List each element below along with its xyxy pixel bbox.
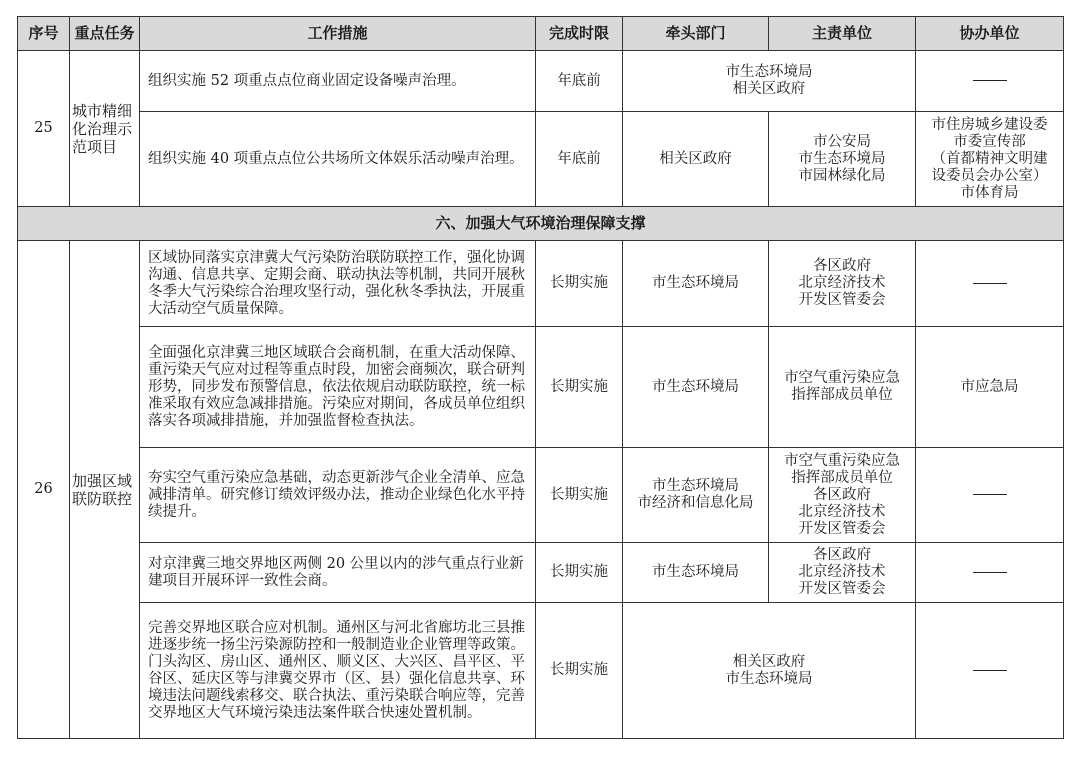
measure-cell: 完善交界地区联合应对机制。通州区与河北省廊坊北三县推进逐步统一扬尘污染源防控和一般制造业企业管理等政策。门头沟区、房山区、通州区、顺义区、大兴区、昌平区、平谷区、延庆区等与津冀交界市（区、县）强化信息共享、环境违法问题线索移交、联合执法、重污染联合响应等，完善交界地区大气环境污染违法案件联合快速处置机制。: [140, 603, 536, 739]
header-task: 重点任务: [70, 17, 140, 51]
assist-cell: [916, 51, 1064, 112]
lead-main-cell: [623, 603, 916, 739]
section-title: 六、加强大气环境治理保障支撑: [18, 207, 1064, 241]
main-cell: [769, 448, 916, 543]
main-cell: [769, 241, 916, 327]
header-lead: 牵头部门: [623, 17, 769, 51]
table-row: [18, 112, 1064, 207]
assist-cell: 市应急局: [916, 327, 1064, 448]
lead-cell: 市生态环境局: [623, 327, 769, 448]
dash-mark: [973, 494, 1007, 495]
deadline-cell: 年底前: [536, 51, 623, 112]
assist-cell: [916, 603, 1064, 739]
main-line: 开发区管委会: [798, 581, 886, 597]
main-line: 市生态环境局: [798, 150, 886, 167]
deadline-cell: 长期实施: [536, 241, 623, 327]
main-line: 市空气重污染应急: [784, 452, 900, 469]
main-line: 指挥部成员单位: [791, 387, 893, 403]
measure-cell: 组织实施 52 项重点点位商业固定设备噪声治理。: [140, 51, 536, 112]
main-line: 指挥部成员单位: [791, 469, 893, 486]
main-line: 北京经济技术: [798, 275, 886, 291]
assist-cell: [916, 448, 1064, 543]
header-row: [18, 17, 1064, 51]
header-deadline: 完成时限: [536, 17, 623, 51]
deadline-cell: 长期实施: [536, 448, 623, 543]
dash-mark: [973, 572, 1007, 573]
deadline-cell: 年底前: [536, 112, 623, 207]
measure-cell: 组织实施 40 项重点点位公共场所文体娱乐活动噪声治理。: [140, 112, 536, 207]
header-main: 主责单位: [769, 17, 916, 51]
header-no: 序号: [18, 17, 70, 51]
assist-cell: [916, 241, 1064, 327]
table-row: [18, 51, 1064, 112]
lead-cell: [623, 448, 769, 543]
assist-cell: [916, 112, 1064, 207]
main-line: 开发区管委会: [798, 292, 886, 308]
assist-line: 设委员会办公室）: [931, 167, 1048, 184]
deadline-cell: 长期实施: [536, 603, 623, 739]
measure-cell: 夯实空气重污染应急基础，动态更新涉气企业全清单、应急减排清单。研究修订绩效评级办法，推动企业绿色化水平持续提升。: [140, 448, 536, 543]
lead-line: 市经济和信息化局: [637, 495, 754, 511]
table-row: [18, 241, 1064, 327]
deadline-cell: 长期实施: [536, 327, 623, 448]
main-line: 各区政府: [813, 258, 871, 274]
lead-line: 市生态环境局: [652, 478, 739, 494]
dash-mark: [973, 670, 1007, 671]
lead-line: 相关区政府: [732, 81, 806, 97]
lead-main-cell: [623, 51, 916, 112]
main-line: 北京经济技术: [798, 503, 886, 520]
table-row: [18, 327, 1064, 448]
table-row: [18, 603, 1064, 739]
main-line: 各区政府: [813, 547, 871, 563]
item-task: 加强区域联防联控: [70, 241, 140, 739]
main-line: 开发区管委会: [798, 520, 886, 537]
main-line: 市园林绿化局: [798, 167, 886, 184]
assist-line: 市委宣传部: [953, 133, 1026, 150]
dash-mark: [973, 283, 1007, 284]
item-number: 26: [18, 241, 70, 739]
main-cell: [769, 112, 916, 207]
table-row: [18, 543, 1064, 603]
measure-cell: 对京津冀三地交界地区两侧 20 公里以内的涉气重点行业新建项目开展环评一致性会商。: [140, 543, 536, 603]
item-number: 25: [18, 51, 70, 207]
lead-line: 市生态环境局: [725, 64, 813, 80]
lead-cell: 市生态环境局: [623, 543, 769, 603]
main-cell: [769, 327, 916, 448]
measures-table: [17, 16, 1064, 739]
assist-line: （首都精神文明建: [931, 150, 1048, 167]
item-task: 城市精细化治理示范项目: [70, 51, 140, 207]
main-cell: [769, 543, 916, 603]
measure-cell: 全面强化京津冀三地区域联合会商机制，在重大活动保障、重污染天气应对过程等重点时段，加密会商频次，联合研判形势，同步发布预警信息，依法依规启动联防联控，统一标准采取有效应急减排措施。污染应对期间，各成员单位组织落实各项减排措施，并加强监督检查执法。: [140, 327, 536, 448]
dash-mark: [973, 80, 1007, 81]
main-line: 北京经济技术: [798, 564, 886, 580]
header-measure: 工作措施: [140, 17, 536, 51]
assist-cell: [916, 543, 1064, 603]
section-row: [18, 207, 1064, 241]
assist-line: 市体育局: [960, 184, 1019, 201]
main-line: 各区政府: [813, 486, 871, 503]
measure-cell: 区域协同落实京津冀大气污染防治联防联控工作，强化协调沟通、信息共享、定期会商、联动执法等机制，共同开展秋冬季大气污染综合治理攻坚行动，强化秋冬季执法，开展重大活动空气质量保障。: [140, 241, 536, 327]
deadline-cell: 长期实施: [536, 543, 623, 603]
assist-line: 市住房城乡建设委: [931, 116, 1048, 133]
lead-line: 市生态环境局: [725, 670, 813, 687]
header-assist: 协办单位: [916, 17, 1064, 51]
table-row: [18, 448, 1064, 543]
lead-cell: 市生态环境局: [623, 241, 769, 327]
lead-line: 相关区政府: [732, 653, 806, 670]
lead-cell: 相关区政府: [623, 112, 769, 207]
main-line: 市空气重污染应急: [784, 370, 900, 386]
main-line: 市公安局: [813, 133, 871, 150]
